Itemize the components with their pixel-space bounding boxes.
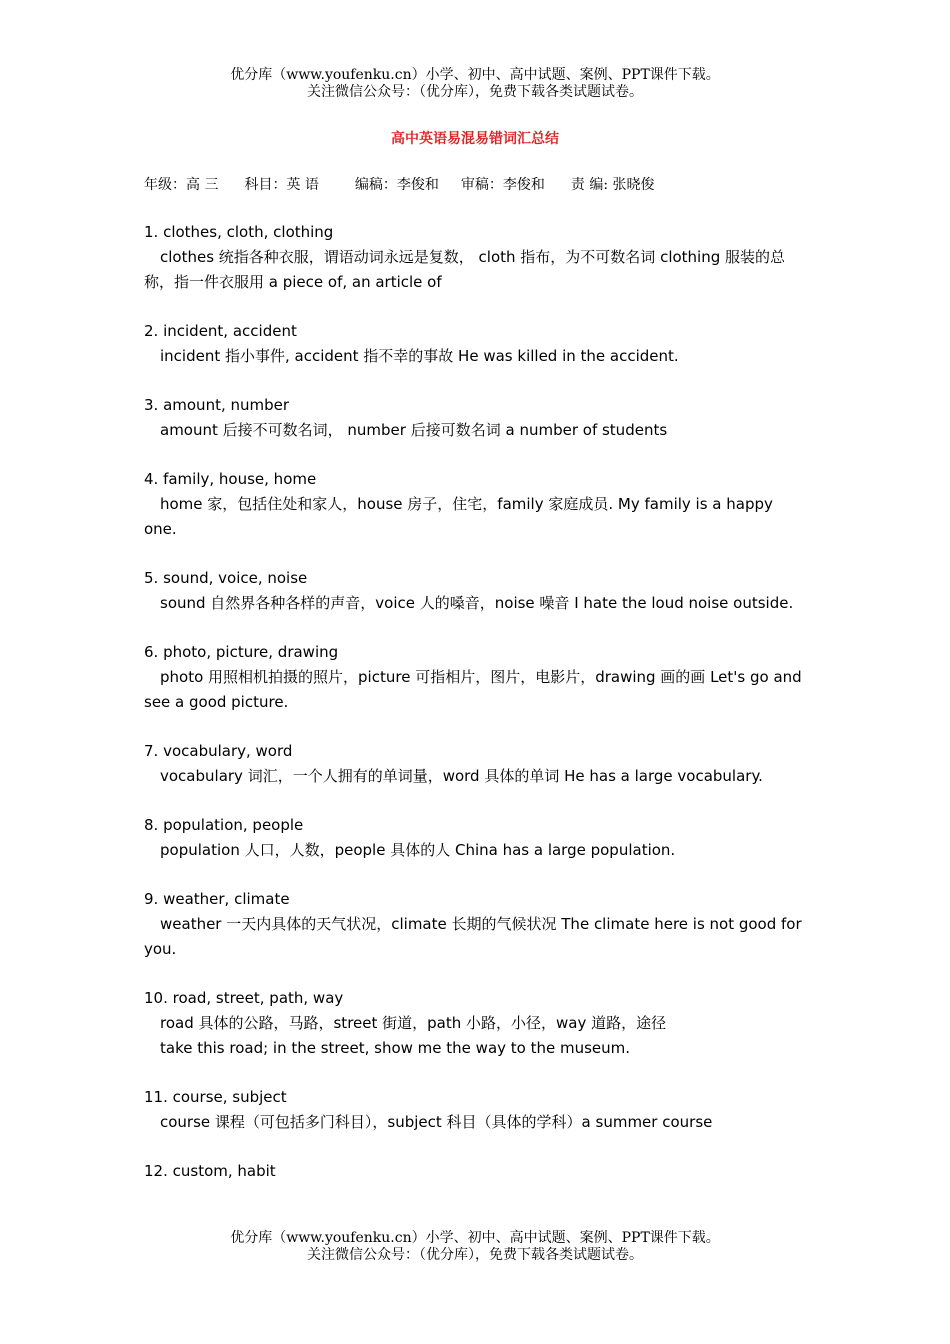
list-item: [144, 1159, 809, 1184]
list-item: [144, 319, 809, 369]
entry-title: 4. family, house, home: [144, 470, 317, 488]
entry-body: sound 自然界各种各样的声音，voice 人的嗓音，noise 噪音 I hate the loud noise outside.: [160, 594, 794, 612]
entry-title: 12. custom, habit: [144, 1162, 276, 1180]
page-header: [0, 67, 950, 101]
entry-body: clothes 统指各种衣服，谓语动词永远是复数， cloth 指布，为不可数名词 clothing 服装的总称，指一件衣服用 a piece of, an article of: [144, 248, 786, 291]
list-item: [144, 640, 809, 715]
entry-example: take this road; in the street, show me the way to the museum.: [160, 1039, 631, 1057]
entry-title: 1. clothes, cloth, clothing: [144, 223, 334, 241]
list-item: [144, 887, 809, 962]
entry-title: 10. road, street, path, way: [144, 989, 344, 1007]
entry-title: 8. population, people: [144, 816, 304, 834]
footer-line-1: 优分库（www.youfenku.cn）小学、初中、高中试题、案例、PPT课件下载。: [230, 1230, 720, 1246]
list-item: [144, 220, 809, 295]
entry-title: 7. vocabulary, word: [144, 742, 293, 760]
vocabulary-list: [144, 220, 809, 1208]
entry-body: course 课程（可包括多门科目），subject 科目（具体的学科）a summer course: [160, 1113, 713, 1131]
page-footer: [0, 1230, 950, 1264]
entry-title: 3. amount, number: [144, 396, 290, 414]
meta-editor: 编稿：李俊和: [354, 177, 439, 193]
entry-body: incident 指小事件, accident 指不幸的事故 He was killed in the accident.: [160, 347, 679, 365]
list-item: [144, 739, 809, 789]
footer-line-2: 关注微信公众号：（优分库），免费下载各类试题试卷。: [307, 1247, 643, 1263]
entry-title: 5. sound, voice, noise: [144, 569, 308, 587]
document-meta: [144, 174, 681, 194]
header-line-2: 关注微信公众号：（优分库），免费下载各类试题试卷。: [307, 84, 643, 100]
entry-body: photo 用照相机拍摄的照片，picture 可指相片，图片，电影片，drawing 画的画 Let's go and see a good picture.: [144, 668, 802, 711]
header-line-1: 优分库（www.youfenku.cn）小学、初中、高中试题、案例、PPT课件下载。: [230, 67, 720, 83]
entry-title: 6. photo, picture, drawing: [144, 643, 339, 661]
document-title: 高中英语易混易错词汇总结: [391, 131, 559, 147]
list-item: [144, 813, 809, 863]
entry-body: amount 后接不可数名词， number 后接可数名词 a number of students: [160, 421, 668, 439]
list-item: [144, 986, 809, 1061]
meta-reviewer: 审稿：李俊和: [460, 177, 545, 193]
entry-title: 9. weather, climate: [144, 890, 290, 908]
entry-body: home 家，包括住处和家人，house 房子，住宅，family 家庭成员. My family is a happy one.: [144, 495, 773, 538]
list-item: [144, 467, 809, 542]
entry-title: 2. incident, accident: [144, 322, 297, 340]
entry-body: population 人口，人数，people 具体的人 China has a large population.: [160, 841, 676, 859]
meta-subject: 科目：英 语: [244, 177, 319, 193]
entry-title: 11. course, subject: [144, 1088, 287, 1106]
meta-grade: 年级：高 三: [144, 177, 219, 193]
entry-body: road 具体的公路，马路，street 街道，path 小路，小径，way 道路，途径: [160, 1014, 667, 1032]
list-item: [144, 566, 809, 616]
meta-chief-editor: 责 编: 张晓俊: [570, 177, 655, 193]
list-item: [144, 1085, 809, 1135]
entry-body: weather 一天内具体的天气状况，climate 长期的气候状况 The climate here is not good for you.: [144, 915, 802, 958]
entry-body: vocabulary 词汇，一个人拥有的单词量，word 具体的单词 He has a large vocabulary.: [160, 767, 763, 785]
list-item: [144, 393, 809, 443]
